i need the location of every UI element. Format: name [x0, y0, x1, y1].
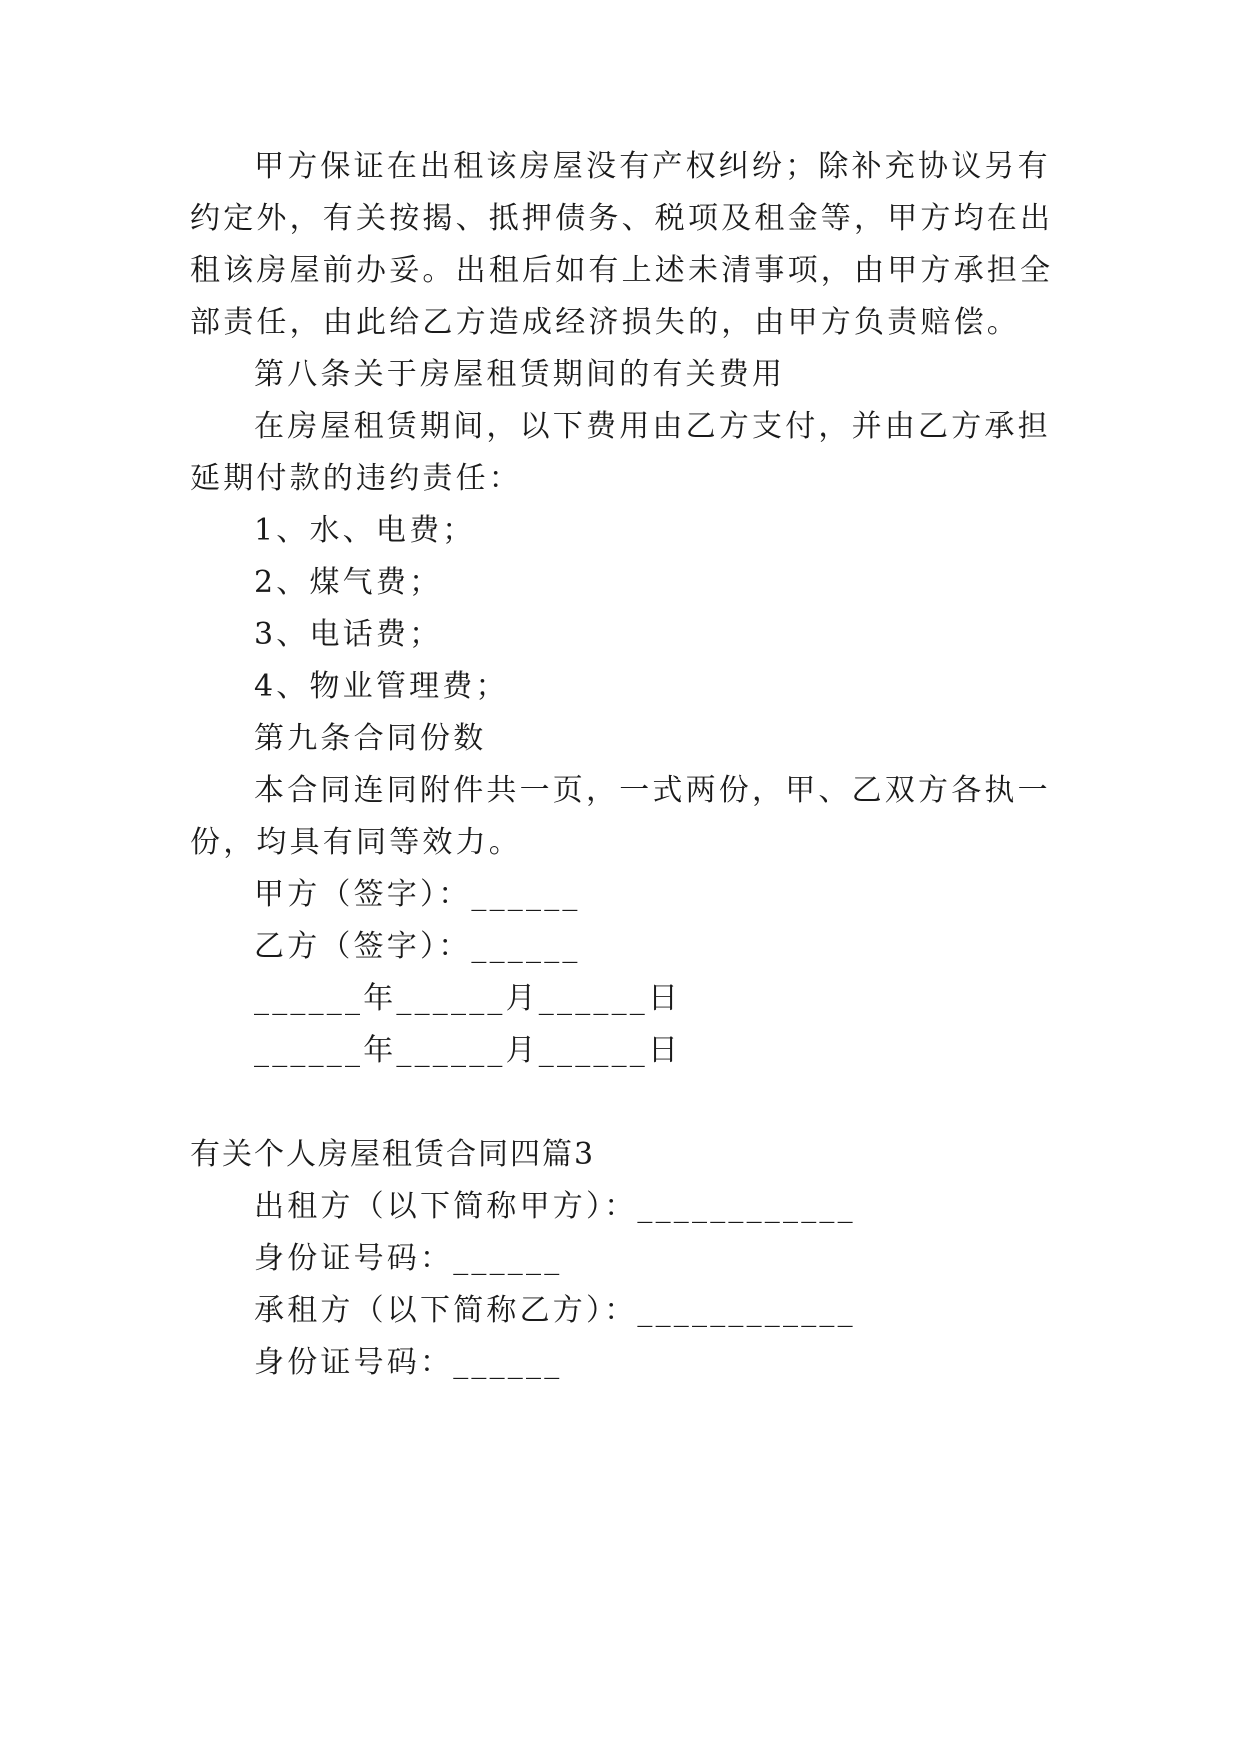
article9-body-line-2: 份，均具有同等效力。	[190, 825, 522, 860]
fee-item-telephone: 3、电话费；	[254, 617, 443, 652]
article9-body-line-1: 本合同连同附件共一页，一式两份，甲、乙双方各执一	[254, 773, 1051, 808]
lessor-id-field: 身份证号码：______	[254, 1241, 563, 1276]
article8-body-line-1: 在房屋租赁期间，以下费用由乙方支付，并由乙方承担	[254, 409, 1051, 444]
fee-item-water-electricity: 1、水、电费；	[254, 513, 476, 548]
lessor-field: 出租方（以下简称甲方）：____________	[254, 1189, 856, 1224]
guarantee-line-4: 部责任，由此给乙方造成经济损失的，由甲方负责赔偿。	[190, 305, 1020, 340]
party-a-signature: 甲方（签字）：______	[254, 877, 581, 912]
date-line-1: ______年______月______日	[254, 981, 682, 1016]
date-line-2: ______年______月______日	[254, 1033, 682, 1068]
lessee-field: 承租方（以下简称乙方）：____________	[254, 1293, 856, 1328]
party-b-signature: 乙方（签字）：______	[254, 929, 581, 964]
guarantee-line-2: 约定外，有关按揭、抵押债务、税项及租金等，甲方均在出	[190, 201, 1054, 236]
fee-item-property-management: 4、物业管理费；	[254, 669, 509, 704]
article9-title: 第九条合同份数	[254, 721, 487, 756]
fee-item-gas: 2、煤气费；	[254, 565, 443, 600]
lessee-id-field: 身份证号码：______	[254, 1345, 563, 1380]
article8-title: 第八条关于房屋租赁期间的有关费用	[254, 357, 786, 392]
guarantee-line-3: 租该房屋前办妥。出租后如有上述未清事项，由甲方承担全	[190, 253, 1054, 288]
section3-title: 有关个人房屋租赁合同四篇3	[190, 1137, 596, 1172]
guarantee-line-1: 甲方保证在出租该房屋没有产权纠纷；除补充协议另有	[254, 149, 1051, 184]
article8-body-line-2: 延期付款的违约责任：	[190, 461, 522, 496]
